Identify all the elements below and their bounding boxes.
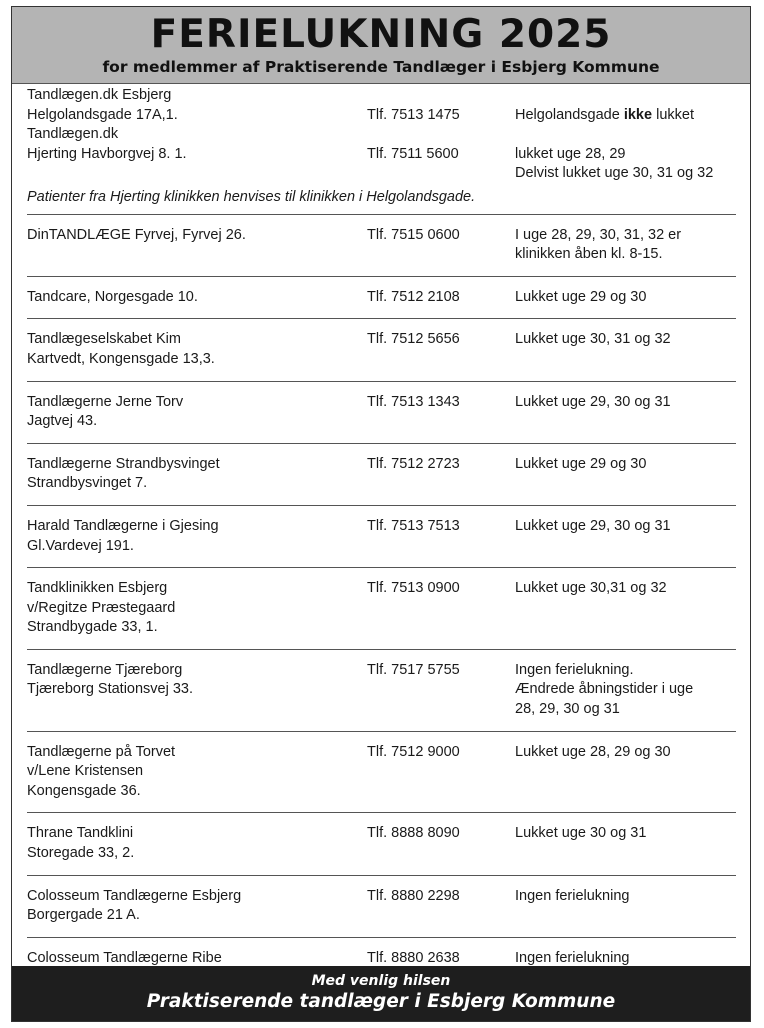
clinic-name <box>27 288 367 308</box>
clinic-row <box>27 444 736 506</box>
clinic-note <box>515 824 736 863</box>
clinic-name-line: DinTANDLÆGE Fyrvej, Fyrvej 26. <box>27 226 246 243</box>
clinic-name-line: Tandlægerne Strandbysvinget <box>27 455 220 472</box>
clinic-address-line: Kongensgade 36. <box>27 782 141 799</box>
clinic-row <box>27 215 736 277</box>
clinic-phone-value: Tlf. 7513 1475 <box>367 106 460 123</box>
clinic-phone: Tlf. 7513 7513 <box>367 517 460 534</box>
clinic-name <box>27 517 367 556</box>
clinic-note <box>515 887 736 926</box>
clinic-name-line: Tandlægerne Jerne Torv <box>27 393 184 410</box>
clinic-name <box>27 86 367 125</box>
clinic-row <box>27 876 736 938</box>
referral-note: Patienter fra Hjerting klinikken henvises til klinikken i Helgolandsgade. <box>27 188 476 205</box>
clinic-note-line: Lukket uge 29, 30 og 31 <box>515 393 671 410</box>
clinic-note-line: Lukket uge 29 og 30 <box>515 455 647 472</box>
footer-signature: Praktiserende tandlæger i Esbjerg Kommune <box>146 991 616 1012</box>
clinic-phone: Tlf. 8880 2298 <box>367 887 460 904</box>
clinic-note-line: Delvist lukket uge 30, 31 og 32 <box>515 165 714 182</box>
clinic-name-line: Tandlægerne Tjæreborg <box>27 661 183 678</box>
clinic-name-line: Tandklinikken Esbjerg <box>27 580 168 597</box>
clinic-address-line: Helgolandsgade 17A,1. <box>27 106 178 123</box>
clinic-note <box>515 125 736 184</box>
note-text: lukket <box>652 106 694 123</box>
note-bold-text: ikke <box>623 106 653 123</box>
clinic-address-line: Jagtvej 43. <box>27 413 98 430</box>
clinic-name <box>27 661 367 720</box>
clinic-phone: Tlf. 7512 9000 <box>367 743 460 760</box>
clinic-phone: Tlf. 7515 0600 <box>367 226 460 243</box>
clinic-name-line: Colosseum Tandlægerne Esbjerg <box>27 887 242 904</box>
clinic-note-line <box>515 106 736 126</box>
clinic-phone: Tlf. 7512 5656 <box>367 331 460 348</box>
page-subtitle: for medlemmer af Praktiserende Tandlæger i Esbjerg Kommune <box>102 58 660 76</box>
clinic-phone: Tlf. 7512 2108 <box>367 288 460 305</box>
clinic-note-line: Ingen ferielukning. <box>515 661 634 678</box>
clinic-note-line: Lukket uge 29, 30 og 31 <box>515 517 671 534</box>
clinic-note <box>515 226 736 265</box>
clinic-row <box>27 732 736 814</box>
clinic-note <box>515 661 736 720</box>
clinic-note <box>515 517 736 556</box>
clinic-name <box>27 226 367 265</box>
clinic-note <box>515 393 736 432</box>
clinic-note-line: Lukket uge 30, 31 og 32 <box>515 331 671 348</box>
clinic-address-line: v/Lene Kristensen <box>27 763 144 780</box>
clinic-note-line: 28, 29, 30 og 31 <box>515 701 620 718</box>
clinic-row <box>27 382 736 444</box>
clinic-name-line: Tandlægen.dk Esbjerg <box>27 87 172 103</box>
clinic-note-line: Ingen ferielukning <box>515 949 630 966</box>
clinic-note-line: klinikken åben kl. 8-15. <box>515 246 663 263</box>
clinic-note-line: lukket uge 28, 29 <box>515 145 626 162</box>
clinic-row <box>27 568 736 650</box>
clinic-phone: Tlf. 8880 2638 <box>367 949 460 966</box>
note-text: Helgolandsgade <box>515 106 624 123</box>
clinic-name-line: Tandlægerne på Torvet <box>27 743 176 760</box>
clinic-phone <box>367 86 515 125</box>
clinic-phone: Tlf. 7517 5755 <box>367 661 460 678</box>
clinic-phone <box>367 125 515 184</box>
clinic-name-line: Harald Tandlægerne i Gjesing <box>27 517 219 534</box>
first-clinic-block <box>27 84 736 215</box>
clinic-phone: Tlf. 8888 8090 <box>367 825 460 842</box>
clinic-name-line: Tandlægeselskabet Kim <box>27 331 181 348</box>
clinic-address-line: Strandbysvinget 7. <box>27 475 148 492</box>
clinic-phone: Tlf. 7513 1343 <box>367 393 460 410</box>
clinic-row <box>27 506 736 568</box>
clinic-row <box>27 125 736 184</box>
clinic-address-line: Tjæreborg Stationsvej 33. <box>27 681 194 698</box>
clinic-list <box>12 84 750 999</box>
clinic-row <box>27 319 736 381</box>
clinic-address-line: Strandbygade 33, 1. <box>27 619 158 636</box>
page-title: FERIELUKNING 2025 <box>150 12 612 57</box>
header <box>12 7 750 84</box>
clinic-rows <box>27 215 736 999</box>
clinic-address-line: Storegade 33, 2. <box>27 845 135 862</box>
clinic-note-line: Lukket uge 30,31 og 32 <box>515 580 667 597</box>
clinic-name <box>27 393 367 432</box>
notice-frame <box>11 6 751 1022</box>
clinic-name <box>27 125 367 184</box>
clinic-address-line: Hjerting Havborgvej 8. 1. <box>27 145 187 162</box>
clinic-name <box>27 887 367 926</box>
clinic-phone: Tlf. 7513 0900 <box>367 580 460 597</box>
clinic-address-line: v/Regitze Præstegaard <box>27 599 176 616</box>
clinic-address-line: Kartvedt, Kongensgade 13,3. <box>27 350 215 367</box>
clinic-note-line: Lukket uge 28, 29 og 30 <box>515 743 671 760</box>
clinic-name-line: Thrane Tandklini <box>27 825 134 842</box>
clinic-note-line: I uge 28, 29, 30, 31, 32 er <box>515 226 682 243</box>
clinic-note <box>515 86 736 125</box>
clinic-name-line: Tandcare, Norgesgade 10. <box>27 288 198 305</box>
clinic-address-line: Gl.Vardevej 191. <box>27 537 134 554</box>
clinic-phone-value: Tlf. 7511 5600 <box>367 145 459 162</box>
clinic-name-line: Tandlægen.dk <box>27 126 119 143</box>
clinic-row <box>27 813 736 875</box>
clinic-note <box>515 455 736 494</box>
clinic-row <box>27 277 736 320</box>
clinic-note <box>515 330 736 369</box>
clinic-note <box>515 743 736 802</box>
clinic-address-line: Borgergade 21 A. <box>27 907 140 924</box>
clinic-note-line: Lukket uge 30 og 31 <box>515 825 647 842</box>
clinic-note-line: Ændrede åbningstider i uge <box>515 681 694 698</box>
footer <box>12 966 750 1021</box>
clinic-name <box>27 579 367 638</box>
clinic-name <box>27 743 367 802</box>
clinic-note-line: Lukket uge 29 og 30 <box>515 288 647 305</box>
footer-greeting: Med venlig hilsen <box>311 973 451 989</box>
clinic-row <box>27 650 736 732</box>
clinic-phone: Tlf. 7512 2723 <box>367 455 460 472</box>
clinic-note-line: Ingen ferielukning <box>515 887 630 904</box>
clinic-row <box>27 86 736 125</box>
clinic-note <box>515 288 736 308</box>
clinic-name <box>27 824 367 863</box>
clinic-name <box>27 330 367 369</box>
clinic-name <box>27 455 367 494</box>
clinic-name-line: Colosseum Tandlægerne Ribe <box>27 949 222 966</box>
clinic-note <box>515 579 736 638</box>
